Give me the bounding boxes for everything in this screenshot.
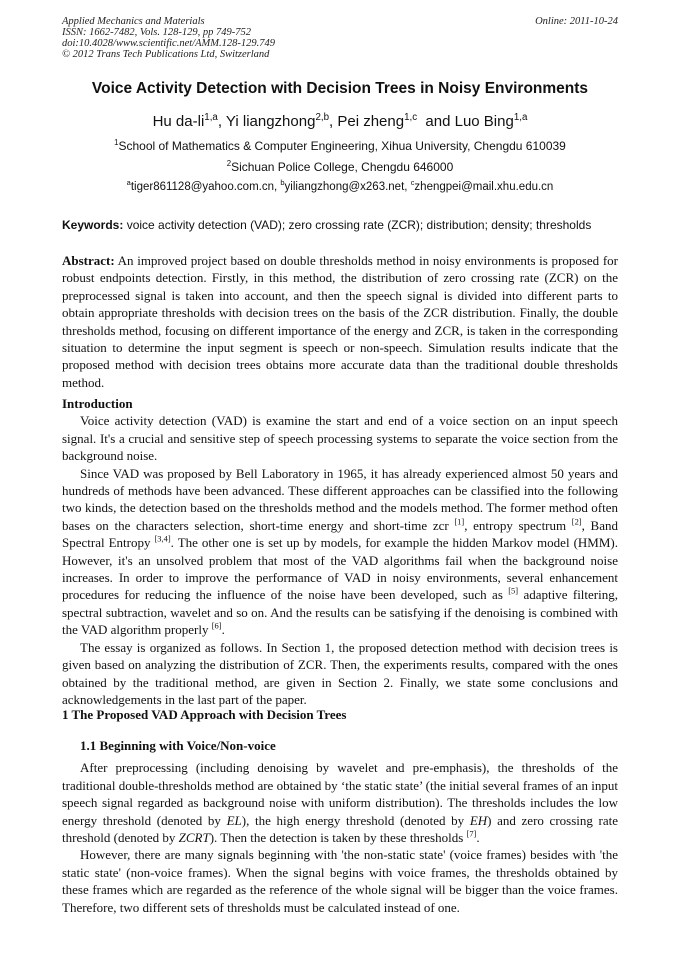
email-sup: a: [126, 178, 131, 188]
abstract: [62, 252, 618, 391]
email-list: [62, 178, 618, 193]
journal-header: [62, 16, 618, 60]
variable: ZCRT: [178, 830, 210, 846]
text-run: .: [221, 622, 225, 638]
keywords-label: Keywords:: [62, 218, 124, 232]
author-name: Hu da-li: [152, 113, 205, 130]
affiliation-sup: 2: [226, 159, 232, 168]
text-run: .: [476, 830, 480, 846]
email-link[interactable]: tiger861128@yahoo.com.cn,: [130, 181, 278, 193]
affiliation-sup: 1: [114, 138, 119, 147]
intro-paragraph-2: [62, 465, 618, 639]
text-run: , Band Spectral Entropy: [62, 517, 618, 551]
citation-ref: [6]: [211, 620, 222, 631]
affiliation-text: Sichuan Police College, Chengdu 646000: [231, 160, 454, 174]
section-1: [62, 706, 618, 723]
introduction-heading: Introduction: [62, 396, 133, 411]
text-run: ), the high energy threshold (denoted by: [241, 812, 470, 828]
copyright-line: © 2012 Trans Tech Publications Ltd, Switzerland: [62, 49, 270, 60]
citation-ref: [1]: [454, 516, 465, 527]
affiliation-1: [62, 139, 618, 153]
text-run: adaptive filtering, spectral subtraction, wavelet and so on. And the results can be satisfying if the denoising is combined with the VAD algorithm properly: [62, 587, 618, 638]
text-run: After preprocessing (including denoising by wavelet and pre-emphasis), the thresholds of the traditional double-thresholds method are obtained by ‘the static state’ (the initial several frames of an input speech signal regarded as background noise with uniform distribution). The thresholds includes the low energy threshold (denoted by: [62, 760, 618, 828]
text-run: , entropy spectrum: [464, 517, 572, 533]
author-sup: 2,b: [315, 112, 329, 123]
intro-paragraph-1: Voice activity detection (VAD) is examine the start and end of a voice section on an input speech signal. It's a crucial and sensitive step of speech processing systems to separate the voice section from the background noise.: [62, 413, 618, 464]
email-link[interactable]: zhengpei@mail.xhu.edu.cn: [414, 181, 554, 193]
keywords-text: voice activity detection (VAD); zero crossing rate (ZCR); distribution; density; thresholds: [123, 218, 592, 232]
email-sup: b: [280, 178, 285, 188]
journal-name: Applied Mechanics and Materials: [62, 16, 205, 27]
issn-line: ISSN: 1662-7482, Vols. 128-129, pp 749-752: [62, 27, 251, 38]
citation-ref: [2]: [571, 516, 582, 527]
keywords: [62, 218, 618, 232]
author-name: Yi liangzhong: [225, 113, 316, 130]
citation-ref: [3,4]: [154, 533, 171, 544]
section-1-1-heading: 1.1 Beginning with Voice/Non-voice: [80, 738, 276, 753]
doi-line: doi:10.4028/www.scientific.net/AMM.128-129.749: [62, 38, 275, 49]
author-name: Luo Bing: [454, 113, 514, 130]
paper-title: Voice Activity Detection with Decision Trees in Noisy Environments: [91, 80, 589, 97]
section-1-1: [62, 737, 618, 916]
online-date: Online: 2011-10-24: [535, 16, 618, 27]
section-1-heading: 1 The Proposed VAD Approach with Decision Trees: [62, 707, 347, 722]
author-list: Hu da-li$^{1,a}$, Yi liangzhong$^{2,b}$, Pei zheng$^{1,c}$ and Luo Bing$^{1,a}$: [152, 112, 528, 130]
email-sup: c: [410, 178, 415, 188]
variable: EH: [469, 812, 488, 828]
email-link[interactable]: yiliangzhong@x263.net,: [284, 181, 408, 193]
text-run: ). Then the detection is taken by these thresholds: [209, 830, 467, 846]
author-name: Pei zheng: [337, 113, 405, 130]
introduction-section: [62, 395, 618, 708]
affiliation-text: School of Mathematics & Computer Engineering, Xihua University, Chengdu 610039: [118, 139, 566, 153]
section-1-1-paragraph-1: [62, 759, 618, 846]
text-run: Since VAD was proposed by Bell Laboratory in 1965, it has already experienced almost 50 years and hundreds of methods have been advanced. These different approaches can be classified into the following two kinds, the detection based on the thresholds method and the models method. The former method often bases on the characters selection, short-time energy and short-time zcr: [62, 465, 618, 533]
citation-ref: [5]: [508, 586, 519, 597]
intro-paragraph-3: The essay is organized as follows. In Section 1, the proposed detection method with decision trees is given based on analyzing the distribution of ZCR. Then, the experiments results, compared with the ones obtained by the traditional method, are given in Section 2. Finally, we state some conclusions and acknowledgements in the last part of the paper.: [62, 639, 618, 707]
abstract-text: An improved project based on double thresholds method in noisy environments is proposed for robust endpoints detection. Firstly, in this method, the distribution of zero crossing rate (ZCR) on the preprocessed signal is taken into account, and then the speech signal is divided into different parts to obtain appropriate thresholds with decision trees on the basis of the ZCR distribution. Finally, the double thresholds method, focusing on different importance of the energy and ZCR, is taken in the corresponding situation to determine the input segment is speech or non-speech. Simulation results indicate that the proposed method with decision trees obtains more accurate data than the traditional double thresholds method.: [62, 253, 618, 390]
text-run: . The other one is set up by models, for example the hidden Markov model (HMM). However, it's an unsolved problem that most of the VAD algorithms fail when the background noise increases. In order to improve the performance of VAD in noisy environments, several enhancement procedures for reducing the influence of the noise have been developed, such as: [62, 535, 618, 603]
text-run: ) and zero crossing rate threshold (denoted by: [62, 812, 619, 846]
author-sup: 1,a: [513, 112, 528, 123]
section-1-1-paragraph-2: However, there are many signals beginning with 'the non-static state' (voice frames) besides with 'the static state' (non-voice frames). When the signal begins with voice frames, the thresholds obtained by these frames which are regarded as the reference of the whole signal will be bigger than the voice frames. Therefore, two different sets of thresholds must be calculated instead of one.: [62, 847, 618, 915]
author-sup: 1,c: [404, 112, 418, 123]
citation-ref: [7]: [466, 828, 477, 839]
affiliation-2: [62, 160, 618, 174]
variable: EL: [226, 812, 242, 828]
abstract-label: Abstract:: [62, 253, 115, 268]
author-sup: 1,a: [204, 112, 218, 123]
